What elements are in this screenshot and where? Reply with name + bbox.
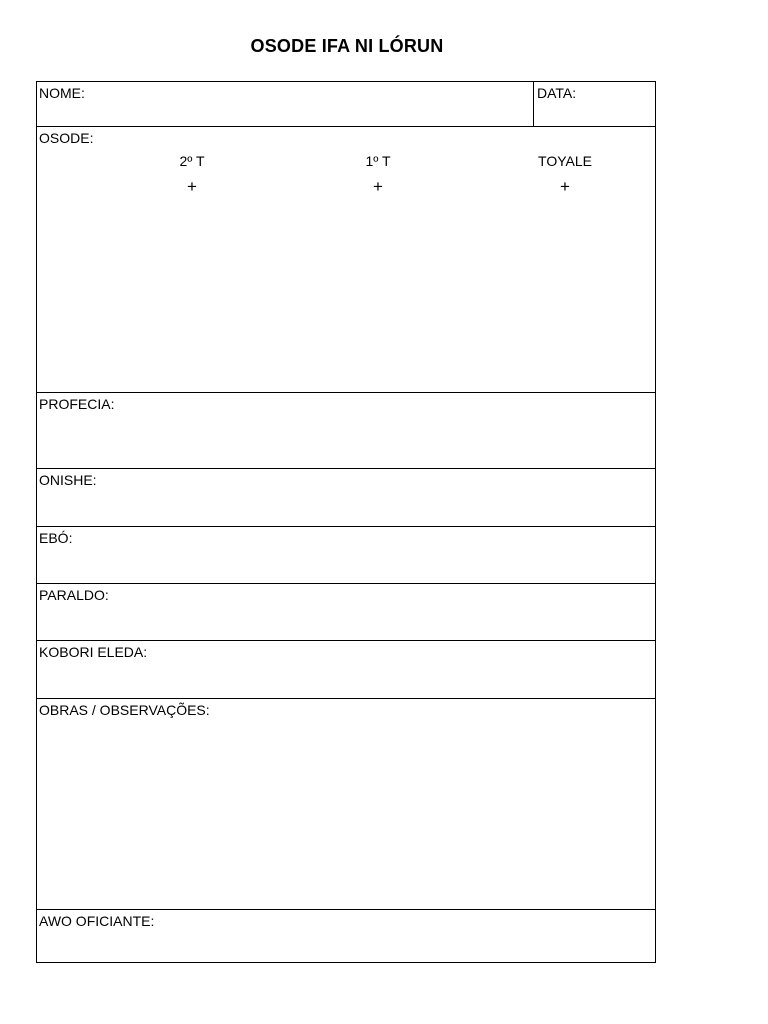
osode-column-2t: 2º T xyxy=(179,153,205,169)
nome-label: NOME: xyxy=(39,85,85,101)
plus-mark-2t: + xyxy=(187,177,197,196)
osode-column-1t: 1º T xyxy=(365,153,391,169)
onishe-section xyxy=(37,469,655,527)
paraldo-section xyxy=(37,584,655,641)
awo-oficiante-section xyxy=(37,910,655,962)
osode-label: OSODE: xyxy=(39,130,94,146)
osode-column-toyale: TOYALE xyxy=(538,153,592,169)
plus-mark-1t: + xyxy=(373,177,383,196)
page-title: OSODE IFA NI LÓRUN xyxy=(250,36,444,56)
data-label: DATA: xyxy=(537,85,577,101)
profecia-section xyxy=(37,393,655,469)
onishe-label: ONISHE: xyxy=(39,472,97,488)
paraldo-label: PARALDO: xyxy=(39,587,109,603)
nome-data-row xyxy=(37,82,655,127)
osode-section xyxy=(37,127,655,393)
profecia-label: PROFECIA: xyxy=(39,396,115,412)
plus-mark-toyale: + xyxy=(560,177,570,196)
ebo-label: EBÓ: xyxy=(39,530,73,546)
nome-data-divider xyxy=(533,82,534,126)
ebo-section xyxy=(37,527,655,584)
kobori-eleda-label: KOBORI ELEDA: xyxy=(39,644,148,660)
kobori-eleda-section xyxy=(37,641,655,699)
reading-form xyxy=(36,81,656,963)
obras-observacoes-section xyxy=(37,699,655,910)
obras-observacoes-label: OBRAS / OBSERVAÇÕES: xyxy=(39,702,210,718)
awo-oficiante-label: AWO OFICIANTE: xyxy=(39,913,155,929)
